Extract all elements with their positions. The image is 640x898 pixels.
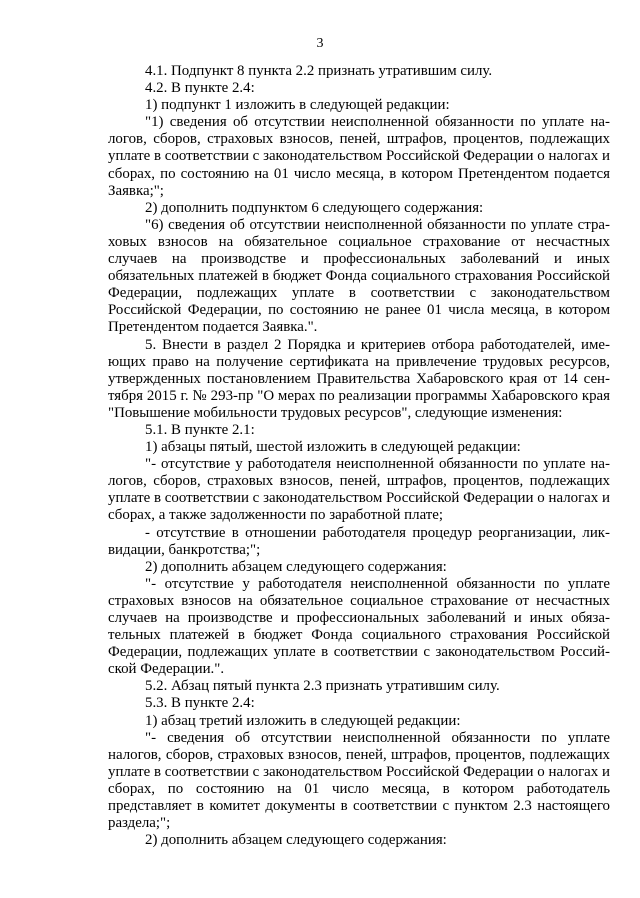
paragraph-5-3-item-2: 2) дополнить абзацем следующего содержания: <box>145 832 447 849</box>
paragraph-4-2-item-2: 2) дополнить подпунктом 6 следующего содержания: <box>145 199 484 216</box>
paragraph-4-2: 4.2. В пункте 2.4: <box>145 80 255 97</box>
paragraph-5-1-item-1: 1) абзацы пятый, шестой изложить в следующей редакции: <box>145 439 521 456</box>
paragraph-5-3-item-1: 1) абзац третий изложить в следующей редакции: <box>145 712 461 729</box>
paragraph-4-2-item-2-text: "6) сведения об отсутствии неисполненной обязанности по уплате страховых взносов на обязательное социальное страхование от несчастных случаев на производстве и профессиональных заболеваний и иных обязательных платежей в бюджет Фонда социального страхования Российской Федерации, подлежащих уплате в соответствии с законодательством Российской Федерации, по состоянию не ранее 01 числа месяца, в котором Претендентом подается Заявка.". <box>108 216 610 336</box>
paragraph-4-2-item-1: 1) подпункт 1 изложить в следующей редакции: <box>145 97 450 114</box>
paragraph-5-3-item-1-text: "- сведения об отсутствии неисполненной обязанности по уплате налогов, сборов, страховых взносов, пеней, штрафов, процентов, подлежащих уплате в соответствии с законодательством Российской Федерации о налогах и сборах, по состоянию на 01 число месяца, в котором работодатель представляет в комитет документы в соответствии с пунктом 2.3 настоящего раздела;"; <box>108 729 610 832</box>
paragraph-4-2-item-1-text: "1) сведения об отсутствии неисполненной обязанности по уплате налогов, сборов, страховых взносов, пеней, штрафов, процентов, подлежащих уплате в соответствии с законодательством Российской Федерации о налогах и сборах, по состоянию на 01 число месяца, в котором Претендентом подается Заявка;"; <box>108 114 610 199</box>
page-number: 3 <box>316 36 324 51</box>
paragraph-5-2: 5.2. Абзац пятый пункта 2.3 признать утратившим силу. <box>145 678 500 695</box>
paragraph-5-1: 5.1. В пункте 2.1: <box>145 421 255 438</box>
paragraph-5-1-item-1-text-a: "- отсутствие у работодателя неисполненной обязанности по уплате налогов, сборов, страховых взносов, пеней, штрафов, процентов, подлежащих уплате в соответствии с законодательством Российской Федерации о налогах и сборах, а также задолженности по заработной плате; <box>108 456 610 524</box>
paragraph-5-1-item-2: 2) дополнить абзацем следующего содержания: <box>145 558 447 575</box>
paragraph-5-1-item-2-text: "- отсутствие у работодателя неисполненной обязанности по уплате страховых взносов на обязательное социальное страхование от несчастных случаев на производстве и профессиональных заболеваний и иных обязательных платежей в бюджет Фонда социального страхования Российской Федерации, подлежащих уплате в соответствии с законодательством Российской Федерации.". <box>108 575 610 678</box>
document-body <box>108 63 610 849</box>
paragraph-5-3: 5.3. В пункте 2.4: <box>145 695 255 712</box>
paragraph-5: 5. Внести в раздел 2 Порядка и критериев отбора работодателей, имеющих право на получение сертификата на привлечение трудовых ресурсов, утвержденных постановлением Правительства Хабаровского края от 14 сентября 2015 г. № 293-пр "О мерах по реализации программы Хабаровского края "Повышение мобильности трудовых ресурсов", следующие изменения: <box>108 336 610 421</box>
paragraph-5-1-item-1-text-b: - отсутствие в отношении работодателя процедур реорганизации, ликвидации, банкротства;"; <box>108 524 610 558</box>
paragraph-4-1: 4.1. Подпункт 8 пункта 2.2 признать утратившим силу. <box>145 63 493 79</box>
